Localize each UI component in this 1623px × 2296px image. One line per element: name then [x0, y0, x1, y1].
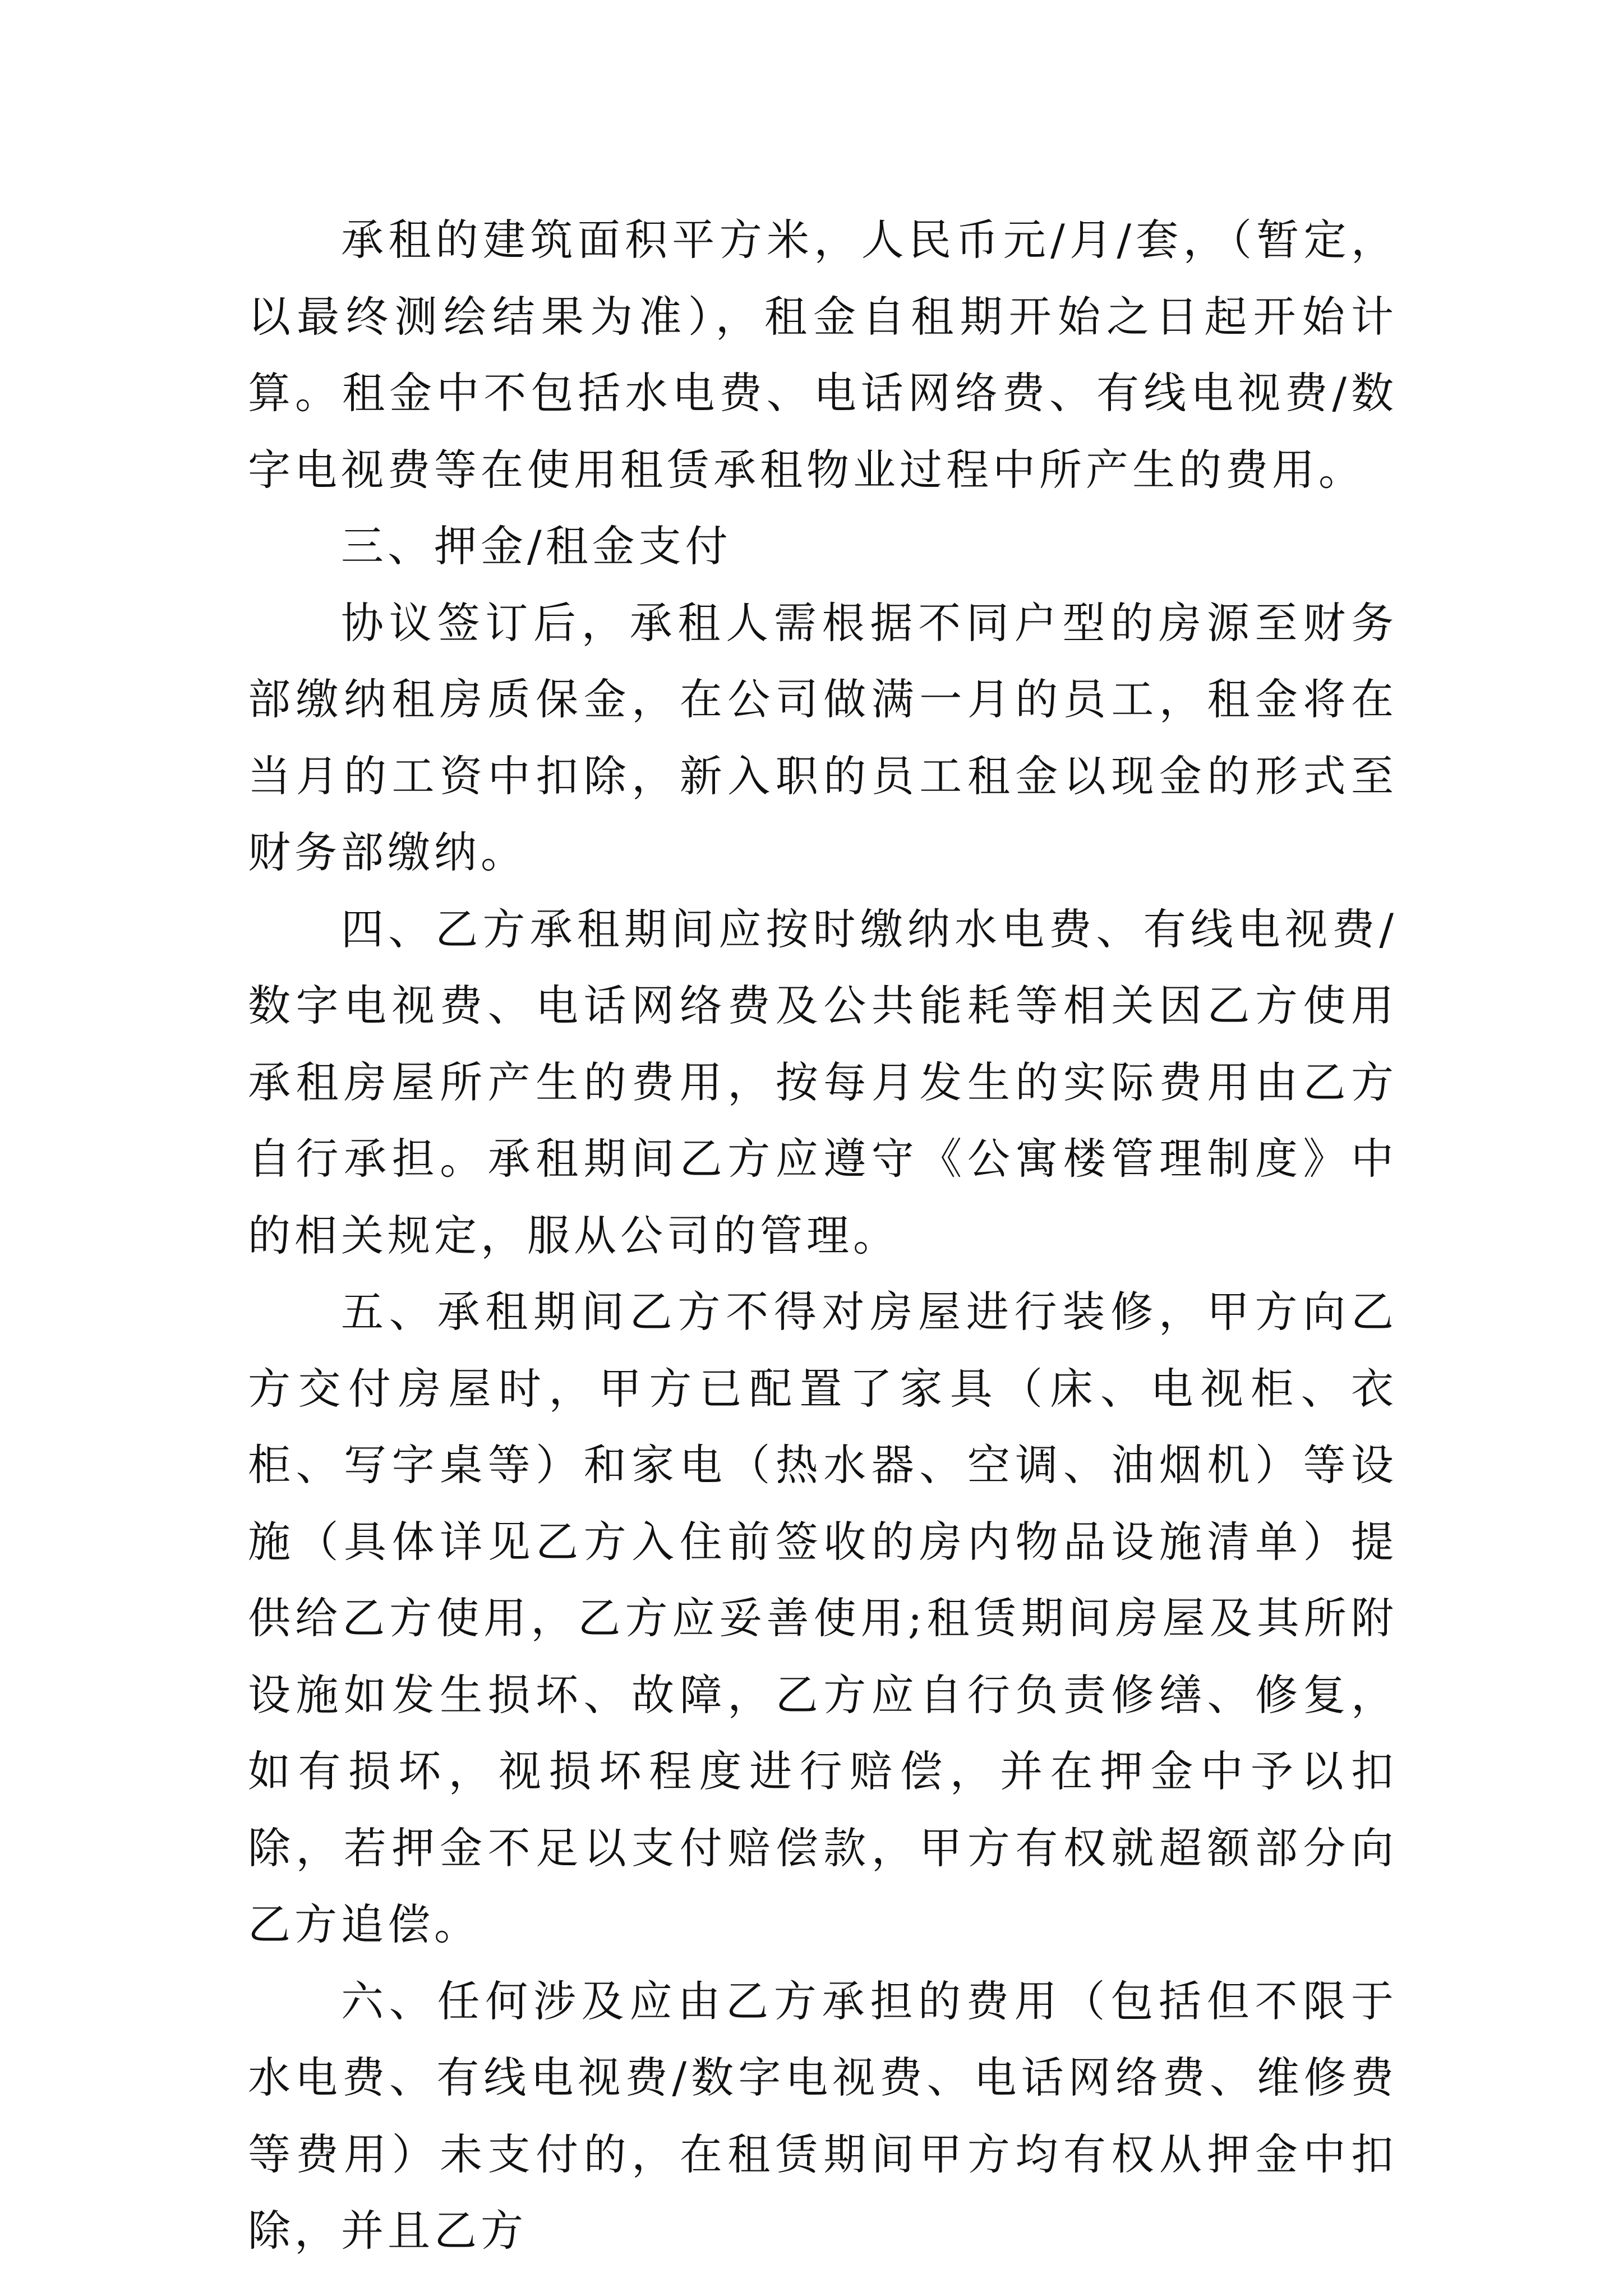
paragraph-clause-five: 五、承租期间乙方不得对房屋进行装修，甲方向乙方交付房屋时，甲方已配置了家具（床、电视柜、衣柜、写字桌等）和家电（热水器、空调、油烟机）等设施（具体详见乙方入住前签收的房内物品设施清单）提供给乙方使用，乙方应妥善使用;租赁期间房屋及其所附设施如发生损坏、故障，乙方应自行负责修缮、修复，如有损坏，视损坏程度进行赔偿，并在押金中予以扣除，若押金不足以支付赔偿款，甲方有权就超额部分向乙方追偿。 — [248, 1287, 1398, 1949]
heading-deposit-rent-payment: 三、押金/租金支付 — [341, 521, 732, 571]
document-body — [248, 202, 1398, 2270]
paragraph-deposit-payment: 协议签订后，承租人需根据不同户型的房源至财务部缴纳租房质保金，在公司做满一月的员工，租金将在当月的工资中扣除，新入职的员工租金以现金的形式至财务部缴纳。 — [248, 597, 1398, 877]
paragraph-rent-area: 承租的建筑面积平方米，人民币元/月/套，（暂定，以最终测绘结果为准），租金自租期开始之日起开始计算。租金中不包括水电费、电话网络费、有线电视费/数字电视费等在使用租赁承租物业过程中所产生的费用。 — [248, 215, 1398, 495]
paragraph-clause-six: 六、任何涉及应由乙方承担的费用（包括但不限于水电费、有线电视费/数字电视费、电话网络费、维修费等费用）未支付的，在租赁期间甲方均有权从押金中扣除，并且乙方 — [248, 1976, 1398, 2256]
paragraph-clause-four: 四、乙方承租期间应按时缴纳水电费、有线电视费/数字电视费、电话网络费及公共能耗等相关因乙方使用承租房屋所产生的费用，按每月发生的实际费用由乙方自行承担。承租期间乙方应遵守《公寓楼管理制度》中的相关规定，服从公司的管理。 — [248, 904, 1398, 1260]
